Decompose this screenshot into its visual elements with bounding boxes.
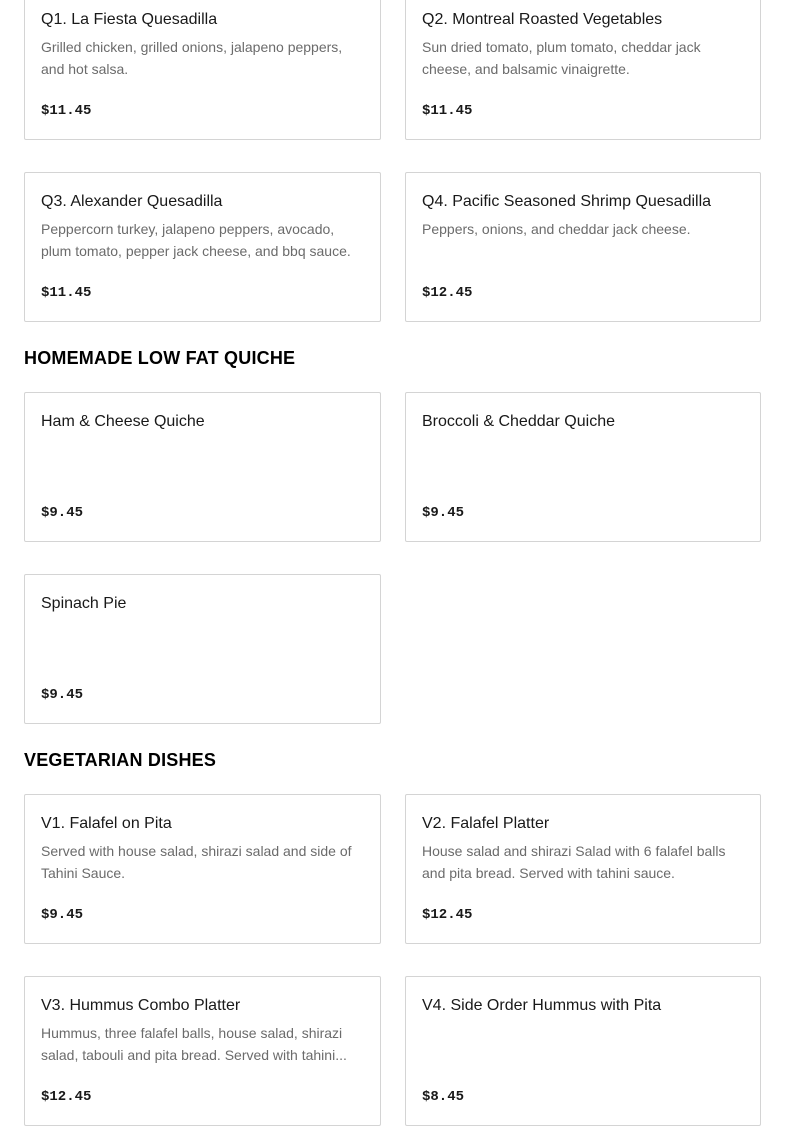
menu-item-description: Grilled chicken, grilled onions, jalapeno peppers, and hot salsa. (41, 39, 343, 77)
menu-item-card[interactable] (24, 976, 381, 1126)
menu-item-description: House salad and shirazi Salad with 6 falafel balls and pita bread. Served with tahini sauce. (422, 843, 726, 881)
menu-item-price: $11.45 (422, 103, 473, 119)
menu-item-name: Q4. Pacific Seasoned Shrimp Quesadilla (422, 193, 712, 210)
menu-item-card[interactable] (24, 392, 381, 542)
menu-item-price: $12.45 (422, 285, 473, 301)
menu-item-price: $8.45 (422, 1089, 465, 1105)
menu-item-card[interactable] (24, 172, 381, 322)
menu-item-grid (24, 0, 761, 322)
menu-item-name: V2. Falafel Platter (422, 815, 550, 832)
menu-section (24, 344, 761, 724)
menu-item-card[interactable] (24, 0, 381, 140)
section-title: VEGETARIAN DISHES (24, 750, 217, 770)
menu-item-card[interactable] (405, 976, 761, 1126)
menu-item-description: Peppers, onions, and cheddar jack cheese. (422, 221, 691, 237)
menu-item-price: $9.45 (41, 687, 84, 703)
menu-item-description: Hummus, three falafel balls, house salad, shirazi salad, tabouli and pita bread. Served with tahini... (41, 1025, 347, 1063)
menu-item-name: Spinach Pie (41, 595, 127, 612)
menu-item-price: $9.45 (41, 505, 84, 521)
menu-item-price: $11.45 (41, 285, 92, 301)
menu-item-card[interactable] (405, 794, 761, 944)
menu-item-name: Broccoli & Cheddar Quiche (422, 413, 615, 430)
menu-item-name: Q2. Montreal Roasted Vegetables (422, 11, 663, 28)
menu-section (24, 0, 761, 322)
menu-item-description: Served with house salad, shirazi salad and side of Tahini Sauce. (41, 843, 352, 881)
section-title: HOMEMADE LOW FAT QUICHE (24, 348, 296, 368)
menu-item-name: V1. Falafel on Pita (41, 815, 172, 832)
menu-section (24, 746, 761, 1126)
menu-item-price: $11.45 (41, 103, 92, 119)
menu-item-card[interactable] (24, 794, 381, 944)
menu-item-grid (24, 794, 761, 1126)
menu-item-grid (24, 392, 761, 724)
menu-item-name: V3. Hummus Combo Platter (41, 997, 241, 1014)
menu-list (24, 0, 761, 1148)
menu-item-name: Ham & Cheese Quiche (41, 413, 205, 430)
menu-item-card[interactable] (405, 0, 761, 140)
menu-item-description: Peppercorn turkey, jalapeno peppers, avocado, plum tomato, pepper jack cheese, and bbq sauce. (41, 221, 351, 259)
menu-item-price: $9.45 (41, 907, 84, 923)
menu-item-name: Q3. Alexander Quesadilla (41, 193, 223, 210)
menu-item-price: $12.45 (41, 1089, 92, 1105)
menu-item-name: V4. Side Order Hummus with Pita (422, 997, 662, 1014)
menu-item-card[interactable] (405, 392, 761, 542)
menu-item-card[interactable] (24, 574, 381, 724)
menu-item-card[interactable] (405, 172, 761, 322)
menu-item-name: Q1. La Fiesta Quesadilla (41, 11, 218, 28)
menu-item-price: $12.45 (422, 907, 473, 923)
menu-item-description: Sun dried tomato, plum tomato, cheddar jack cheese, and balsamic vinaigrette. (422, 39, 701, 77)
menu-item-price: $9.45 (422, 505, 465, 521)
